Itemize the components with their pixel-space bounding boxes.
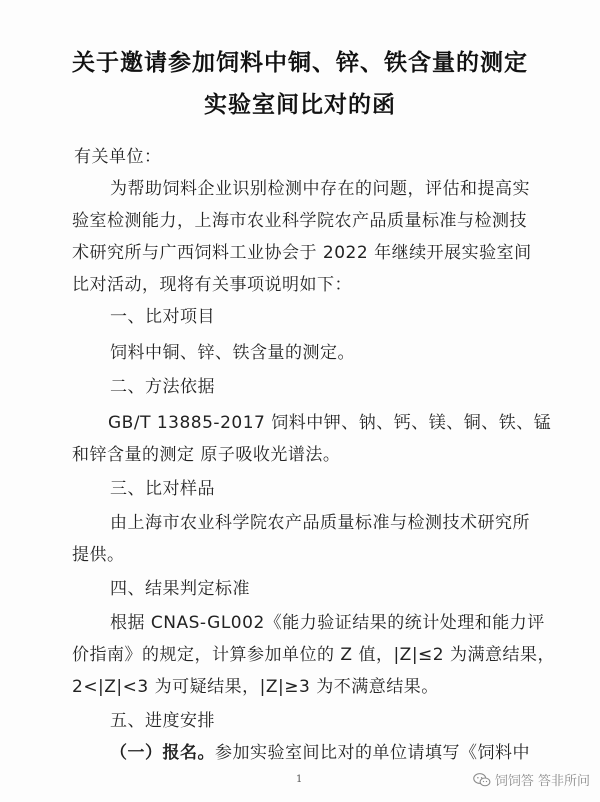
section-heading: 五、进度安排 [110,711,215,731]
section-text: 提供。 [72,545,125,565]
section-text: 根据 CNAS-GL002《能力验证结果的统计处理和能力评 [110,613,545,633]
section-heading: 四、结果判定标准 [110,579,250,599]
body-paragraph-line: 验室检测能力，上海市农业科学院农产品质量标准与检测技 [72,211,527,231]
subsection-text: 参加实验室间比对的单位请填写《饲料中 [215,743,530,763]
body-paragraph-line: 为帮助饲料企业识别检测中存在的问题，评估和提高实 [110,179,530,199]
section-text: 饲料中铜、锌、铁含量的测定。 [110,343,355,363]
section-text: 和锌含量的测定 原子吸收光谱法。 [72,445,341,465]
document-title-line1: 关于邀请参加饲料中铜、锌、铁含量的测定 [72,49,528,76]
section-text: 2<|Z|<3 为可疑结果，|Z|≥3 为不满意结果。 [72,677,439,697]
body-paragraph-line: 术研究所与广西饲料工业协会于 2022 年继续开展实验室间 [72,243,532,263]
wechat-icon [473,772,491,788]
watermark [473,770,590,789]
salutation: 有关单位： [74,147,162,167]
section-text: GB/T 13885-2017 饲料中钾、钠、钙、镁、铜、铁、锰 [108,413,552,433]
section-heading: 一、比对项目 [110,307,215,327]
section-heading: 三、比对样品 [110,479,215,499]
page-number: 1 [296,774,303,785]
subsection-label: （一）报名。 [110,743,215,763]
section-text: 价指南》的规定，计算参加单位的 Z 值，|Z|≤2 为满意结果， [72,645,556,665]
watermark-text: 饲饲答 答非所问 [494,774,590,789]
section-text: 由上海市农业科学院农产品质量标准与检测技术研究所 [110,513,530,533]
document-title-line2: 实验室间比对的函 [204,91,396,118]
section-heading: 二、方法依据 [110,377,215,397]
subsection-line [110,738,530,763]
body-paragraph-line: 比对活动，现将有关事项说明如下： [72,275,352,295]
